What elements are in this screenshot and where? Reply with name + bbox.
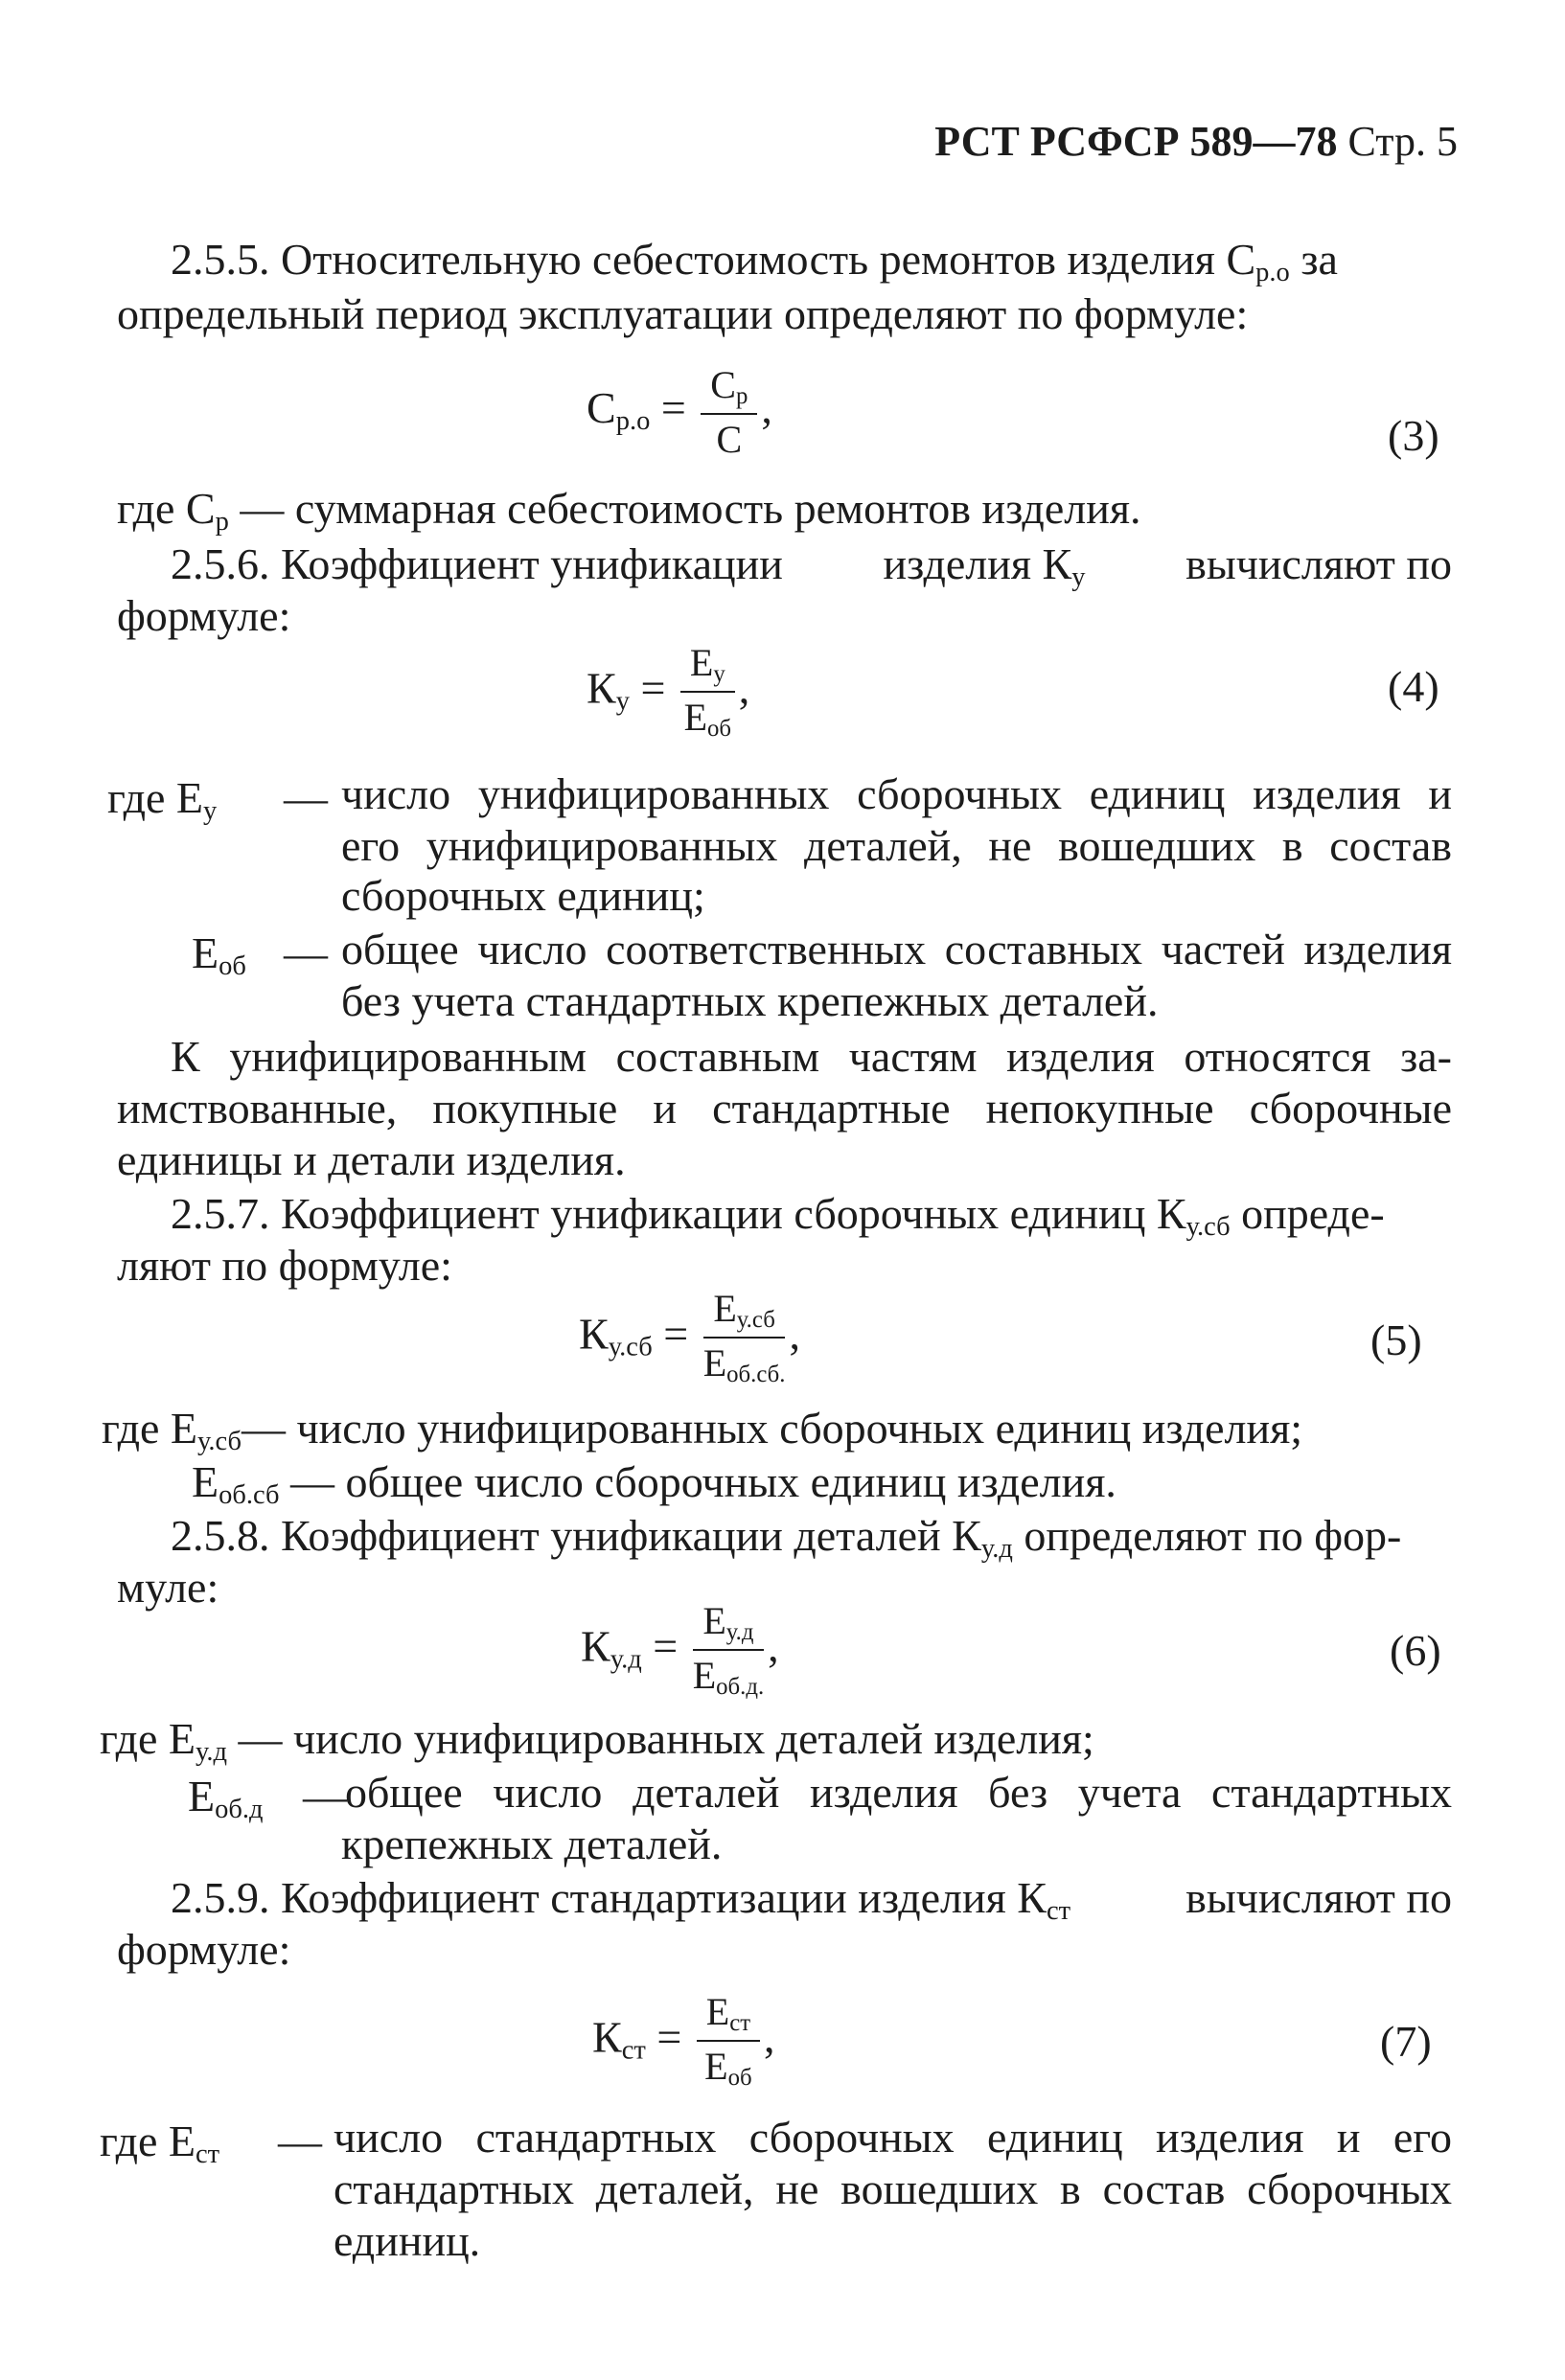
where-3: где $С_р$ — суммарная себестоимость ремонтов изделия.: [117, 484, 1141, 538]
where-4-line-5: без учета стандартных крепежных деталей.: [341, 976, 1159, 1025]
where-4-dash-2: —: [284, 928, 328, 977]
where-6-line-3: крепежных деталей.: [341, 1819, 723, 1868]
section-2-5-5-line-2: определьный период эксплуатации определяют по формуле:: [117, 289, 1249, 338]
section-2-5-7-line-2: ляют по формуле:: [117, 1241, 452, 1290]
where-6-line-1: где $Е_{у.д}$ — число унифицированных деталей изделия;: [100, 1714, 1094, 1768]
section-2-5-6-line-2: формуле:: [117, 591, 291, 640]
unification-line-3: единицы и детали изделия.: [117, 1135, 626, 1184]
formula-5: $К_{у.сб}$ = $\frac{Е_{у.сб}}{Е_{об.сб.}}$ ,: [579, 1287, 800, 1388]
where-7-line-3: единиц.: [334, 2216, 481, 2265]
where-4-dash: —: [284, 773, 328, 822]
equation-number-4: (4): [1388, 662, 1439, 711]
where-7-dash: —: [278, 2117, 322, 2165]
formula-3: $С_{р.о}$ = $\frac{С_р}{С}$ ,: [587, 363, 772, 461]
where-4-line-4: общее число соответственных составных частей изделия: [341, 925, 1452, 973]
fraction: $\frac{С_р}{С}$: [701, 366, 757, 459]
where-7-line-2: стандартных деталей, не вошедших в состав сборочных: [334, 2164, 1452, 2213]
section-2-5-9-line-2: формуле:: [117, 1925, 291, 1974]
fraction: $\frac{Е_у}{Е_{об}}$: [680, 644, 735, 742]
equation-number-6: (6): [1390, 1626, 1441, 1675]
fraction: $\frac{Е_{у.д}}{Е_{об.д.}}$: [692, 1599, 765, 1701]
where-4-line-2: его унифицированных деталей, не вошедших в состав: [341, 821, 1452, 870]
equation-number-5: (5): [1370, 1316, 1422, 1364]
where-6-line-2: общее число деталей изделия без учета стандартных: [345, 1768, 1452, 1817]
formula-7: $К_{ст}$ = $\frac{Е_{ст}}{Е_{об}}$ ,: [592, 1990, 775, 2092]
page-number: Стр. 5: [1347, 118, 1458, 165]
unification-line-1: К унифицированным составным частям изделия относятся за-: [171, 1032, 1452, 1081]
where-7-term: где $Е_{ст}$: [100, 2117, 220, 2170]
where-7-line-1: число стандартных сборочных единиц изделия и его: [334, 2113, 1452, 2162]
equation-number-7: (7): [1380, 2017, 1432, 2066]
where-6-term-2: $Е_{об.д}$: [188, 1772, 264, 1825]
where-5-line-2: $Е_{об.сб}$ — общее число сборочных единиц изделия.: [192, 1457, 1116, 1511]
document-code: РСТ РСФСР 589—78: [934, 118, 1338, 165]
where-4-term: где $Е_у$: [107, 773, 218, 827]
fraction: $\frac{Е_{ст}}{Е_{об}}$: [697, 1993, 760, 2091]
section-2-5-7-line-1: 2.5.7. Коэффициент унификации сборочных единиц $К_{у.сб}$ опреде-: [171, 1189, 1385, 1243]
section-2-5-8-line-2: муле:: [117, 1563, 219, 1612]
formula-6: $К_{у.д}$ = $\frac{Е_{у.д}}{Е_{об.д.}}$ ,: [581, 1599, 779, 1701]
equation-number-3: (3): [1388, 411, 1439, 460]
fraction: $\frac{Е_{у.сб}}{Е_{об.сб.}}$: [702, 1287, 786, 1388]
section-2-5-8-line-1: 2.5.8. Коэффициент унификации деталей $К_{у.д}$ определяют по фор-: [171, 1511, 1402, 1565]
section-2-5-5-line-1: 2.5.5. Относительную себестоимость ремонтов изделия $С_{р.о}$ за: [171, 235, 1338, 288]
where-4-term-2: $Е_{об}$: [192, 928, 246, 982]
formula-4: $К_у$ = $\frac{Е_у}{Е_{об}}$ ,: [587, 641, 750, 743]
unification-line-2: имствованные, покупные и стандартные непокупные сборочные: [117, 1084, 1452, 1133]
page-header: [934, 117, 1458, 166]
where-4-line-1: число унифицированных сборочных единиц изделия и: [341, 769, 1452, 818]
where-4-line-3: сборочных единиц;: [341, 871, 705, 920]
section-2-5-6-line-1: 2.5.6. Коэффициент унификации изделия $К_у$ вычисляют по: [171, 539, 1452, 593]
where-5-line-1: где $Е_{у.сб}—$ число унифицированных сборочных единиц изделия;: [102, 1404, 1303, 1457]
where-6-dash-2: —: [303, 1772, 347, 1820]
section-2-5-9-line-1: 2.5.9. Коэффициент стандартизации изделия $К_{ст}$ вычисляют по: [171, 1873, 1452, 1927]
